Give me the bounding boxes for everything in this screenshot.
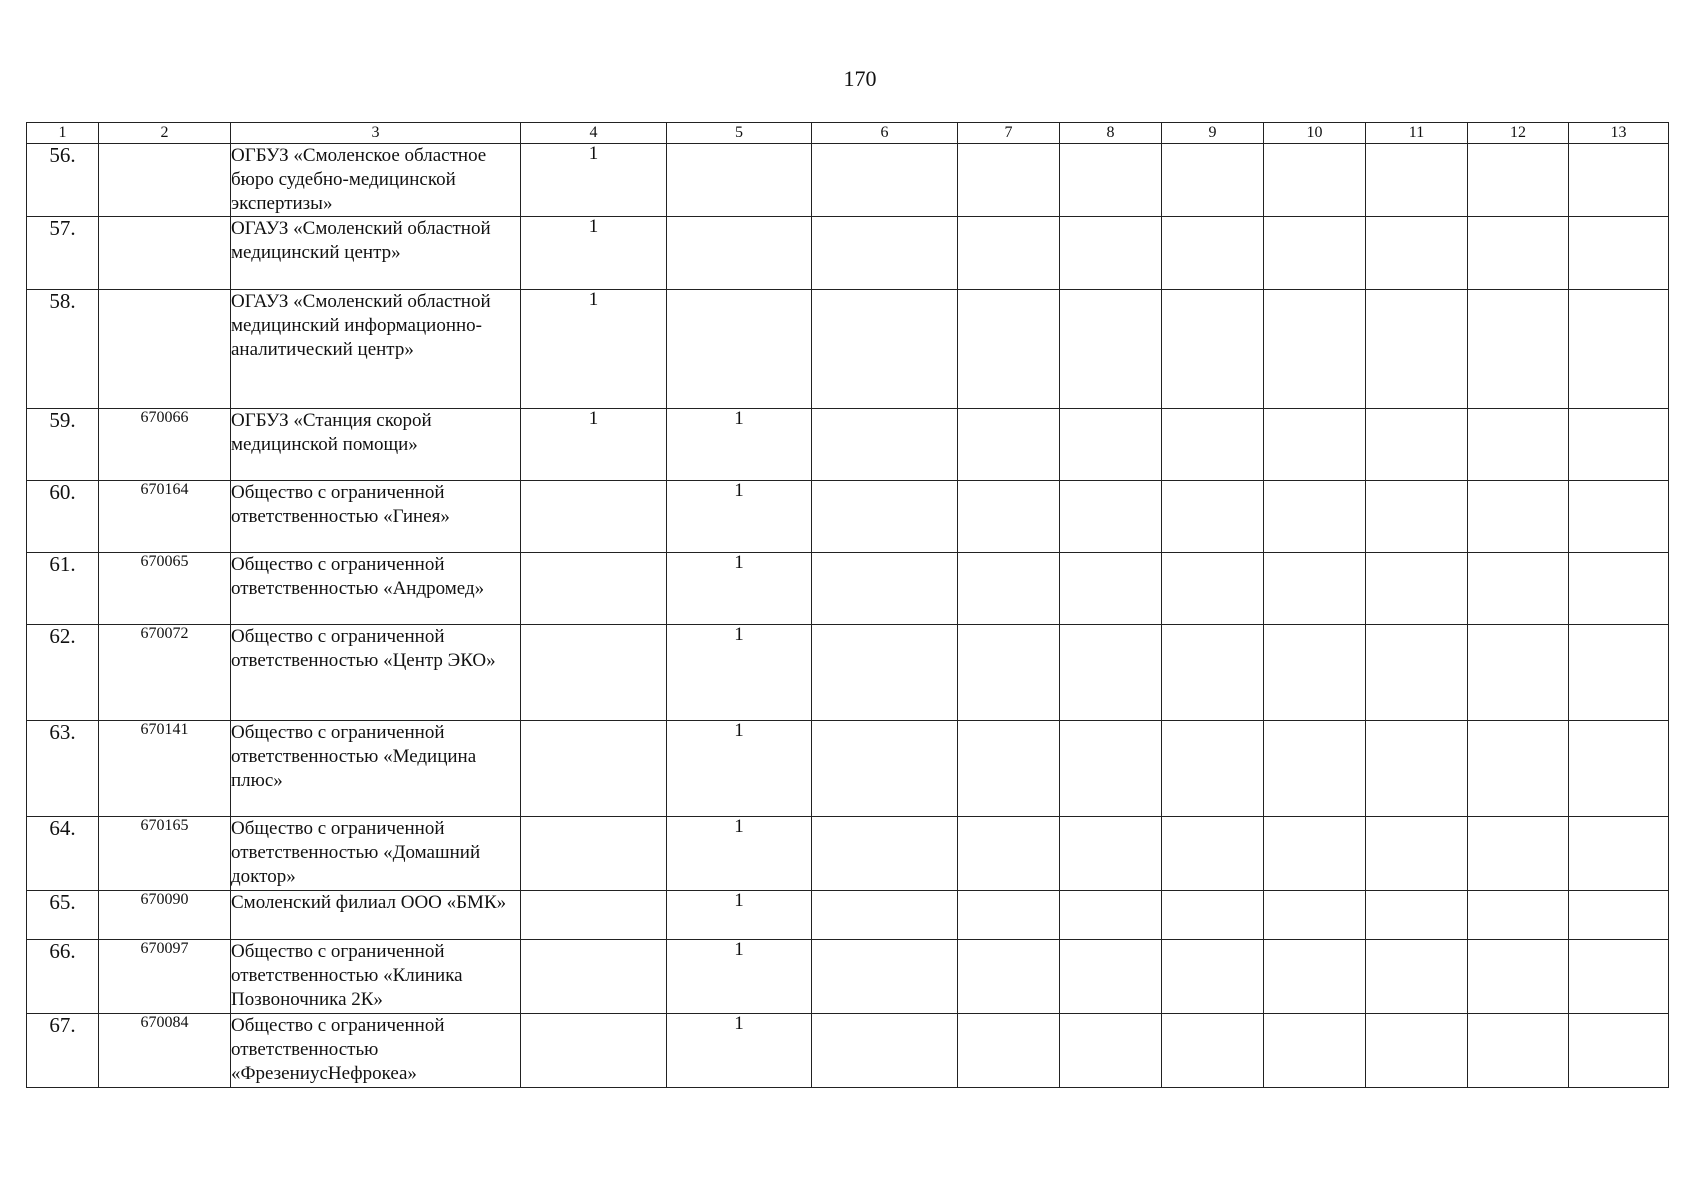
empty-cell bbox=[1060, 625, 1162, 721]
column-header: 12 bbox=[1468, 123, 1569, 144]
empty-cell bbox=[1569, 817, 1669, 891]
empty-cell bbox=[1060, 409, 1162, 481]
row-name: Общество с ограниченной ответственностью «ФрезениусНефрокеа» bbox=[231, 1014, 521, 1088]
empty-cell bbox=[1162, 721, 1264, 817]
empty-cell bbox=[1264, 217, 1366, 290]
register-table bbox=[26, 122, 1669, 1088]
row-code: 670084 bbox=[99, 1014, 231, 1088]
row-col4 bbox=[521, 721, 667, 817]
empty-cell bbox=[958, 217, 1060, 290]
table-row bbox=[27, 290, 1669, 409]
column-header: 3 bbox=[231, 123, 521, 144]
row-code bbox=[99, 217, 231, 290]
column-header: 6 bbox=[812, 123, 958, 144]
row-number: 63. bbox=[27, 721, 99, 817]
empty-cell bbox=[1162, 817, 1264, 891]
empty-cell bbox=[1060, 891, 1162, 940]
row-col4 bbox=[521, 940, 667, 1014]
empty-cell bbox=[1366, 891, 1468, 940]
column-header: 7 bbox=[958, 123, 1060, 144]
row-col5: 1 bbox=[667, 625, 812, 721]
row-col4: 1 bbox=[521, 409, 667, 481]
row-code: 670141 bbox=[99, 721, 231, 817]
empty-cell bbox=[1569, 290, 1669, 409]
empty-cell bbox=[1366, 721, 1468, 817]
row-code: 670065 bbox=[99, 553, 231, 625]
row-name: ОГБУЗ «Смоленское областное бюро судебно-медицинской экспертизы» bbox=[231, 144, 521, 217]
empty-cell bbox=[1366, 625, 1468, 721]
empty-cell bbox=[812, 409, 958, 481]
empty-cell bbox=[812, 481, 958, 553]
empty-cell bbox=[1162, 553, 1264, 625]
empty-cell bbox=[958, 481, 1060, 553]
row-code: 670165 bbox=[99, 817, 231, 891]
row-col5 bbox=[667, 217, 812, 290]
empty-cell bbox=[958, 290, 1060, 409]
row-number: 62. bbox=[27, 625, 99, 721]
row-col5: 1 bbox=[667, 940, 812, 1014]
row-code bbox=[99, 290, 231, 409]
row-number: 60. bbox=[27, 481, 99, 553]
empty-cell bbox=[1366, 940, 1468, 1014]
row-name: Общество с ограниченной ответственностью «Домашний доктор» bbox=[231, 817, 521, 891]
empty-cell bbox=[1264, 817, 1366, 891]
empty-cell bbox=[1264, 1014, 1366, 1088]
row-number: 64. bbox=[27, 817, 99, 891]
row-number: 57. bbox=[27, 217, 99, 290]
empty-cell bbox=[1569, 625, 1669, 721]
empty-cell bbox=[1060, 940, 1162, 1014]
empty-cell bbox=[1264, 625, 1366, 721]
empty-cell bbox=[1162, 940, 1264, 1014]
empty-cell bbox=[1569, 144, 1669, 217]
empty-cell bbox=[1060, 553, 1162, 625]
empty-cell bbox=[1060, 817, 1162, 891]
empty-cell bbox=[812, 217, 958, 290]
empty-cell bbox=[1468, 625, 1569, 721]
row-code: 670164 bbox=[99, 481, 231, 553]
empty-cell bbox=[958, 625, 1060, 721]
empty-cell bbox=[1264, 144, 1366, 217]
row-col4 bbox=[521, 481, 667, 553]
table-row bbox=[27, 409, 1669, 481]
row-col5: 1 bbox=[667, 553, 812, 625]
table-row bbox=[27, 940, 1669, 1014]
empty-cell bbox=[1060, 144, 1162, 217]
empty-cell bbox=[1162, 1014, 1264, 1088]
empty-cell bbox=[1060, 217, 1162, 290]
empty-cell bbox=[1468, 290, 1569, 409]
column-header: 10 bbox=[1264, 123, 1366, 144]
empty-cell bbox=[1162, 481, 1264, 553]
row-name: Смоленский филиал ООО «БМК» bbox=[231, 891, 521, 940]
empty-cell bbox=[1468, 144, 1569, 217]
row-number: 65. bbox=[27, 891, 99, 940]
empty-cell bbox=[812, 144, 958, 217]
row-col4 bbox=[521, 817, 667, 891]
row-number: 59. bbox=[27, 409, 99, 481]
empty-cell bbox=[1366, 553, 1468, 625]
empty-cell bbox=[1569, 481, 1669, 553]
empty-cell bbox=[1468, 891, 1569, 940]
column-header: 8 bbox=[1060, 123, 1162, 144]
empty-cell bbox=[1264, 409, 1366, 481]
row-col5: 1 bbox=[667, 891, 812, 940]
empty-cell bbox=[1162, 290, 1264, 409]
empty-cell bbox=[1264, 721, 1366, 817]
table-row bbox=[27, 625, 1669, 721]
empty-cell bbox=[1468, 481, 1569, 553]
empty-cell bbox=[958, 409, 1060, 481]
empty-cell bbox=[1366, 1014, 1468, 1088]
empty-cell bbox=[1264, 290, 1366, 409]
row-name: ОГБУЗ «Станция скорой медицинской помощи» bbox=[231, 409, 521, 481]
row-name: Общество с ограниченной ответственностью «Центр ЭКО» bbox=[231, 625, 521, 721]
empty-cell bbox=[958, 891, 1060, 940]
table-row bbox=[27, 217, 1669, 290]
row-number: 66. bbox=[27, 940, 99, 1014]
empty-cell bbox=[1366, 290, 1468, 409]
empty-cell bbox=[1366, 481, 1468, 553]
row-code: 670072 bbox=[99, 625, 231, 721]
empty-cell bbox=[1264, 553, 1366, 625]
table-row bbox=[27, 1014, 1669, 1088]
empty-cell bbox=[1569, 940, 1669, 1014]
empty-cell bbox=[812, 1014, 958, 1088]
row-col5 bbox=[667, 290, 812, 409]
empty-cell bbox=[958, 1014, 1060, 1088]
empty-cell bbox=[812, 817, 958, 891]
row-name: ОГАУЗ «Смоленский областной медицинский информационно-аналитический центр» bbox=[231, 290, 521, 409]
column-header: 4 bbox=[521, 123, 667, 144]
row-col4 bbox=[521, 1014, 667, 1088]
empty-cell bbox=[1162, 217, 1264, 290]
empty-cell bbox=[1264, 940, 1366, 1014]
row-col4 bbox=[521, 553, 667, 625]
table-row bbox=[27, 721, 1669, 817]
empty-cell bbox=[1468, 409, 1569, 481]
empty-cell bbox=[812, 891, 958, 940]
empty-cell bbox=[1162, 891, 1264, 940]
empty-cell bbox=[1468, 940, 1569, 1014]
row-col5 bbox=[667, 144, 812, 217]
row-col5: 1 bbox=[667, 409, 812, 481]
empty-cell bbox=[1162, 144, 1264, 217]
empty-cell bbox=[1162, 625, 1264, 721]
table-row bbox=[27, 553, 1669, 625]
row-code: 670066 bbox=[99, 409, 231, 481]
header-row bbox=[27, 123, 1669, 144]
row-code: 670090 bbox=[99, 891, 231, 940]
column-header: 13 bbox=[1569, 123, 1669, 144]
row-name: ОГАУЗ «Смоленский областной медицинский центр» bbox=[231, 217, 521, 290]
empty-cell bbox=[1569, 1014, 1669, 1088]
column-header: 1 bbox=[27, 123, 99, 144]
row-col4: 1 bbox=[521, 144, 667, 217]
column-header: 5 bbox=[667, 123, 812, 144]
row-name: Общество с ограниченной ответственностью «Гинея» bbox=[231, 481, 521, 553]
table-row bbox=[27, 891, 1669, 940]
column-header: 9 bbox=[1162, 123, 1264, 144]
row-name: Общество с ограниченной ответственностью «Медицина плюс» bbox=[231, 721, 521, 817]
empty-cell bbox=[1569, 553, 1669, 625]
table-row bbox=[27, 817, 1669, 891]
empty-cell bbox=[812, 721, 958, 817]
row-col5: 1 bbox=[667, 721, 812, 817]
empty-cell bbox=[958, 721, 1060, 817]
empty-cell bbox=[1366, 817, 1468, 891]
table-row bbox=[27, 481, 1669, 553]
page-number: 170 bbox=[843, 66, 877, 91]
row-name: Общество с ограниченной ответственностью «Андромед» bbox=[231, 553, 521, 625]
empty-cell bbox=[812, 553, 958, 625]
empty-cell bbox=[1060, 481, 1162, 553]
row-col5: 1 bbox=[667, 817, 812, 891]
empty-cell bbox=[1060, 290, 1162, 409]
column-header: 11 bbox=[1366, 123, 1468, 144]
row-col4: 1 bbox=[521, 290, 667, 409]
row-number: 67. bbox=[27, 1014, 99, 1088]
empty-cell bbox=[958, 817, 1060, 891]
empty-cell bbox=[812, 940, 958, 1014]
row-col4: 1 bbox=[521, 217, 667, 290]
row-col5: 1 bbox=[667, 1014, 812, 1088]
empty-cell bbox=[958, 940, 1060, 1014]
row-col4 bbox=[521, 891, 667, 940]
row-code: 670097 bbox=[99, 940, 231, 1014]
row-name: Общество с ограниченной ответственностью «Клиника Позвоночника 2К» bbox=[231, 940, 521, 1014]
empty-cell bbox=[1366, 217, 1468, 290]
empty-cell bbox=[1264, 891, 1366, 940]
empty-cell bbox=[1060, 721, 1162, 817]
row-code bbox=[99, 144, 231, 217]
empty-cell bbox=[1264, 481, 1366, 553]
empty-cell bbox=[1366, 409, 1468, 481]
empty-cell bbox=[1569, 891, 1669, 940]
row-col4 bbox=[521, 625, 667, 721]
empty-cell bbox=[1468, 553, 1569, 625]
empty-cell bbox=[958, 144, 1060, 217]
empty-cell bbox=[1366, 144, 1468, 217]
empty-cell bbox=[1468, 817, 1569, 891]
row-number: 56. bbox=[27, 144, 99, 217]
empty-cell bbox=[812, 625, 958, 721]
empty-cell bbox=[1468, 721, 1569, 817]
empty-cell bbox=[1468, 1014, 1569, 1088]
empty-cell bbox=[958, 553, 1060, 625]
row-number: 61. bbox=[27, 553, 99, 625]
row-col5: 1 bbox=[667, 481, 812, 553]
empty-cell bbox=[1569, 409, 1669, 481]
empty-cell bbox=[1468, 217, 1569, 290]
empty-cell bbox=[1060, 1014, 1162, 1088]
table-row bbox=[27, 144, 1669, 217]
empty-cell bbox=[1569, 217, 1669, 290]
empty-cell bbox=[812, 290, 958, 409]
row-number: 58. bbox=[27, 290, 99, 409]
empty-cell bbox=[1569, 721, 1669, 817]
empty-cell bbox=[1162, 409, 1264, 481]
column-header: 2 bbox=[99, 123, 231, 144]
